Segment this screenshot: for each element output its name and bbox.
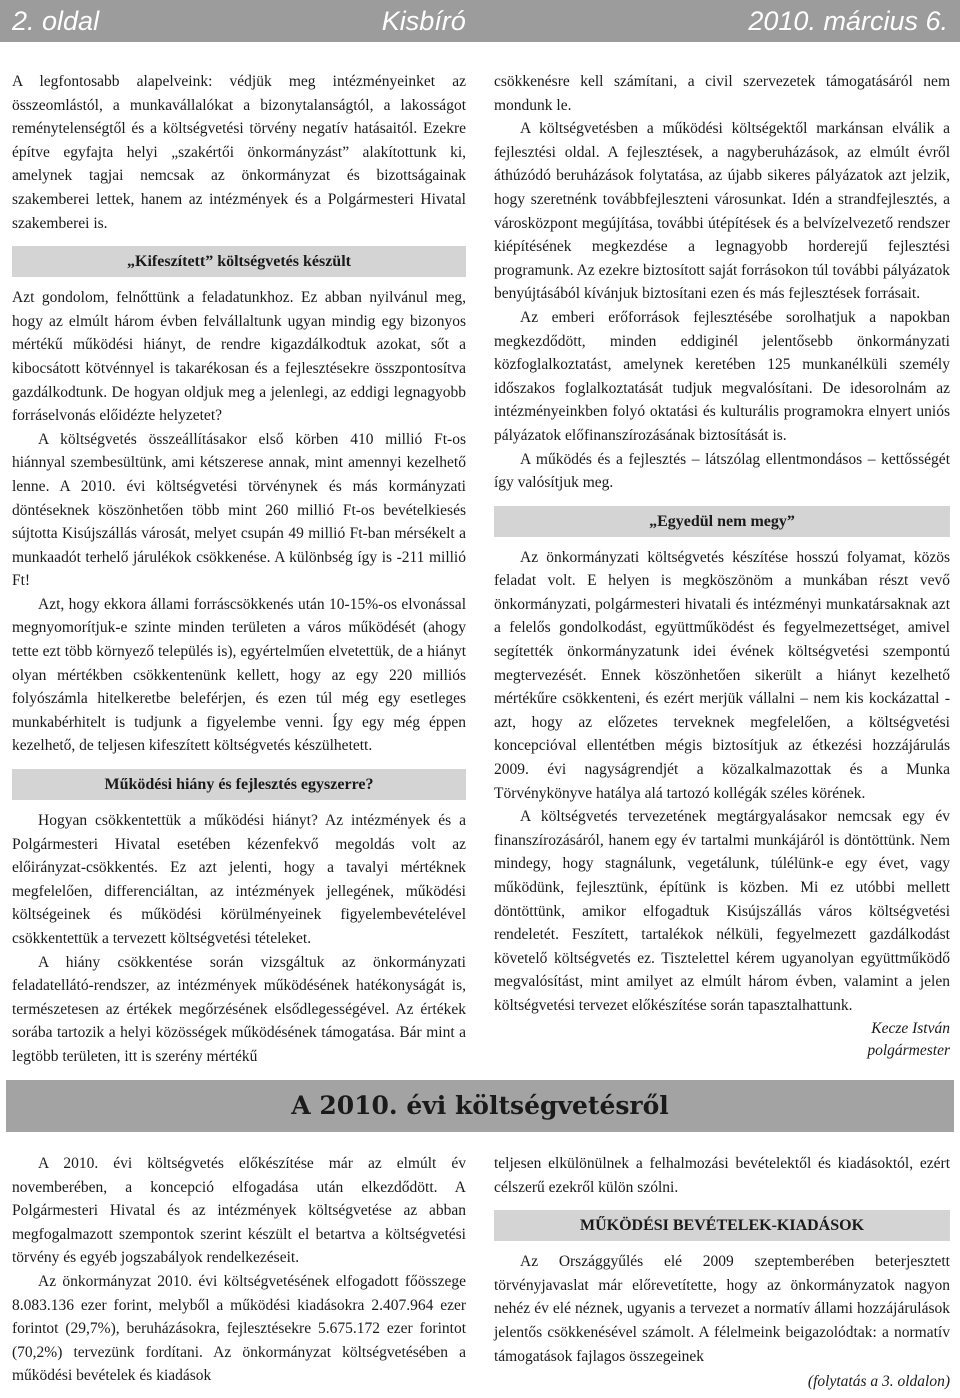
bottom-left-para-1: A 2010. évi költségvetés előkészítése már az elmúlt év novemberében, a koncepció elfogadása után elkezdődött. A Polgármesteri Hivatal és az intézmények költségvetése az abban megfogalmazott szempontok szerint készült el betartva a költségvetési törvény és egyéb jogszabályok rendelkezéseit. xyxy=(12,1155,466,1267)
continuation-note: (folytatás a 3. oldalon) xyxy=(807,1373,950,1391)
right-para-6: A költségvetés tervezetének megtárgyalásakor nemcsak egy év finanszírozásáról, hanem egy év tartalmi munkájáról is döntöttünk. Nem mindegy, hogy stagnálunk, vegetálunk, túlélünk-e egy évet, vagy működünk, fejlesztünk, építünk is közben. Mi ez utóbbi mellett döntöttünk, amikor elfogadtuk Kisújszállás város költségvetési rendeletét. Feszített, tartalékok nélküli, fegyelmezett gazdálkodást követelő költségvetés ez. Tisztelettel kérem ugyanolyan együttműködő megvalósítást, mint amilyet az elmúlt három évben, valamint a jelen költségvetési tervezet előkészítése során tapasztalhattunk. xyxy=(494,808,950,1014)
section-heading-egyedul: „Egyedül nem megy” xyxy=(494,506,950,537)
bottom-right-para-1: teljesen elkülönülnek a felhalmozási bevételektől és kiadásoktól, ezért célszerű ezekről külön szólni. xyxy=(494,1155,950,1196)
section-heading-mukodesi-hiany: Működési hiány és fejlesztés egyszerre? xyxy=(12,769,466,800)
page-number: 2. oldal xyxy=(12,5,100,36)
left-para-1: A legfontosabb alapelveink: védjük meg intézményeinket az összeomlástól, a munkavállalókat a bizonytalanságtól, a lakosságot reménytelenségtől és a költségvetési törvény negatív hatásaitól. Ezekre építve egyfajta helyi „szakértői önkormányzást” alakítottunk ki, amelynek tagjai nemcsak az önkormányzat és bizottságainak szakemberei lettek, hanem az intézmények és a Polgármesteri Hivatal szakemberei is. xyxy=(12,73,466,232)
right-para-1: csökkenésre kell számítani, a civil szervezetek támogatásáról nem mondunk le. xyxy=(494,73,950,114)
issue-date: 2010. március 6. xyxy=(748,5,948,36)
paper-title: Kisbíró xyxy=(381,5,466,36)
bottom-left-column xyxy=(12,1152,466,1388)
left-column xyxy=(12,70,466,1069)
right-column xyxy=(494,70,950,1062)
signature-title: polgármester xyxy=(867,1041,950,1059)
article-banner: A 2010. évi költségvetésről xyxy=(6,1080,954,1132)
left-para-3: A költségvetés összeállításakor első körben 410 millió Ft-os hiánnyal szembesültünk, ami kétszerese annak, mint amennyi kezelhető lenne. A 2010. évi költségvetési törvénynek és más kormányzati döntéseknek köszönhetően több mint 260 millió Ft-os bevételkiesés sújtotta Kisújszállás városát, melyet csupán 49 millió Ft-ban mérsékelt a munkaadót terhelő járulékok csökkenése. A különbség így is -211 millió Ft! xyxy=(12,430,466,590)
left-para-2: Azt gondolom, felnőttünk a feladatunkhoz. Ez abban nyilvánul meg, hogy az elmúlt három évben felvállaltunk ugyan mindig egy bizonyos mértékű működési hiányt, de rendre kigazdálkodtuk azokat, sőt a kibocsátott kötvénnyel is takarékosan és a fejlesztésekre összpontosítva gazdálkodtunk. De hogyan oldjuk meg a jelenlegi, az eddigi legnagyobb forráselvonás előidézte helyzetet? xyxy=(12,289,466,425)
section-heading-kifeszitett: „Kifeszített” költségvetés készült xyxy=(12,246,466,277)
signature-name: Kecze István xyxy=(871,1019,950,1037)
right-para-2: A költségvetésben a működési költségektől markánsan elválik a fejlesztési oldal. A fejlesztések, a nagyberuházások, az elmúlt évről áthúzódó beruházások folytatása, az újabb sikeres pályázatok azt jelzik, hogy szeretnénk továbbfejleszteni városunkat. Idén a strandfejlesztés, a városközpont megújítása, további útépítések és a belvízelvezető rendszer kiépítésének megkezdése a legnagyobb horderejű fejlesztési programunk. Az ezekre biztosított saját forrásokon túl további pályázatok benyújtásából kívánjuk biztosítani ezen és más fejlesztések forrásait. xyxy=(494,120,950,303)
left-para-5: Hogyan csökkentettük a működési hiányt? Az intézmények és a Polgármesteri Hivatal esetében kézenfekvő megoldás volt az előirányzat-csökkentés. Ez azt jelenti, hogy a tavalyi mértéknek megfelelően, differenciáltan, az intézmények jellegének, működési költségeinek és működési körülményeinek figyelembevételével csökkentettük a tervezett költségvetési tételeket. xyxy=(12,812,466,947)
left-para-4: Azt, hogy ekkora állami forráscsökkenés után 10-15%-os elvonással megnyomorítjuk-e szinte minden területen a város működését (ahogy tette ezt több környező település is), egyértelműen elvetettük, de a hiányt olyan mértékben csökkentenünk kellett, hogy az egy 220 milliós folyószámla hitelkeretbe beleférjen, és ezen túl még egy esetleges munkabérhitelt is tudjunk a figyelembe venni. Így egy még éppen kezelhető, de teljesen kifeszített költségvetés készülhetett. xyxy=(12,595,466,755)
right-para-4: A működés és a fejlesztés – látszólag ellentmondásos – kettősségét így valósítjuk meg. xyxy=(494,450,950,492)
page-header xyxy=(0,0,960,42)
bottom-right-para-2: Az Országgyűlés elé 2009 szeptemberében beterjesztett törvényjavaslat már előrevetítette, hogy az önkormányzatok nagyon nehéz év elé néznek, ugyanis a tervezet a normatív állami hozzájárulások jelentős csökkenésével számolt. A félelmeink beigazolódtak: a normatív támogatások fajlagos összegeinek xyxy=(494,1253,950,1365)
right-para-3: Az emberi erőforrások fejlesztésébe sorolhatjuk a napokban megkezdődött, minden eddiginél jelentősebb önkormányzati közfoglalkoztatást, amelynek keretében 125 munkanélküli személy időszakos foglalkoztatását tudjuk megvalósítani. De idesorolnám az intézményeinkben folyó oktatási és kulturális programokra elnyert uniós pályázatok előfinanszírozásának biztosítását is. xyxy=(494,308,950,444)
left-para-6: A hiány csökkentése során vizsgáltuk az önkormányzati feladatellátó-rendszer, az intézmények működésének hatékonyságát is, természetesen az értékek megőrzésének elsődlegességével. Az értékek sorába tartozik a helyi közösségek működésének támogatása. Bár mint a legtöbb területen, itt is szerény mértékű xyxy=(12,953,466,1065)
section-heading-mukodesi-bevetelek: MŰKÖDÉSI BEVÉTELEK-KIADÁSOK xyxy=(494,1210,950,1241)
bottom-left-para-2: Az önkormányzat 2010. évi költségvetésének elfogadott főösszege 8.083.136 ezer forint, melyből a működési kiadásokra 2.407.964 ezer forintot (29,7%), beruházásokra, fejlesztésekre 5.675.172 ezer forintot (70,2%) tervezünk fordítani. Az önkormányzat költségvetésében a működési bevételek és kiadások xyxy=(12,1272,466,1385)
right-para-5: Az önkormányzati költségvetés készítése hosszú folyamat, közös feladat volt. E helyen is megköszönöm a munkában részt vevő önkormányzati, polgármesteri hivatali és intézményi munkatársaknak azt a felelős gondolkodást, együttműködést és fegyelmezettséget, amivel segítették önkormányzatunk idei évének költségvetési szempontú megtervezését. Ennek köszönhetően sikerült a hiányt kezelhető mértékűre csökkenteni, és ezért merjük vállalni – nem kis kockázattal - azt, hogy az előzetes terveknek megfelelően, a költségvetési koncepcióval ellentétben mégis biztosítjuk az étkezési hozzájárulás 2009. évi nagyságrendjét a közalkalmazottak és a Munka Törvénykönyve hatálya alá tartozó kollégák széles körének. xyxy=(494,548,950,802)
bottom-right-column xyxy=(494,1152,950,1394)
